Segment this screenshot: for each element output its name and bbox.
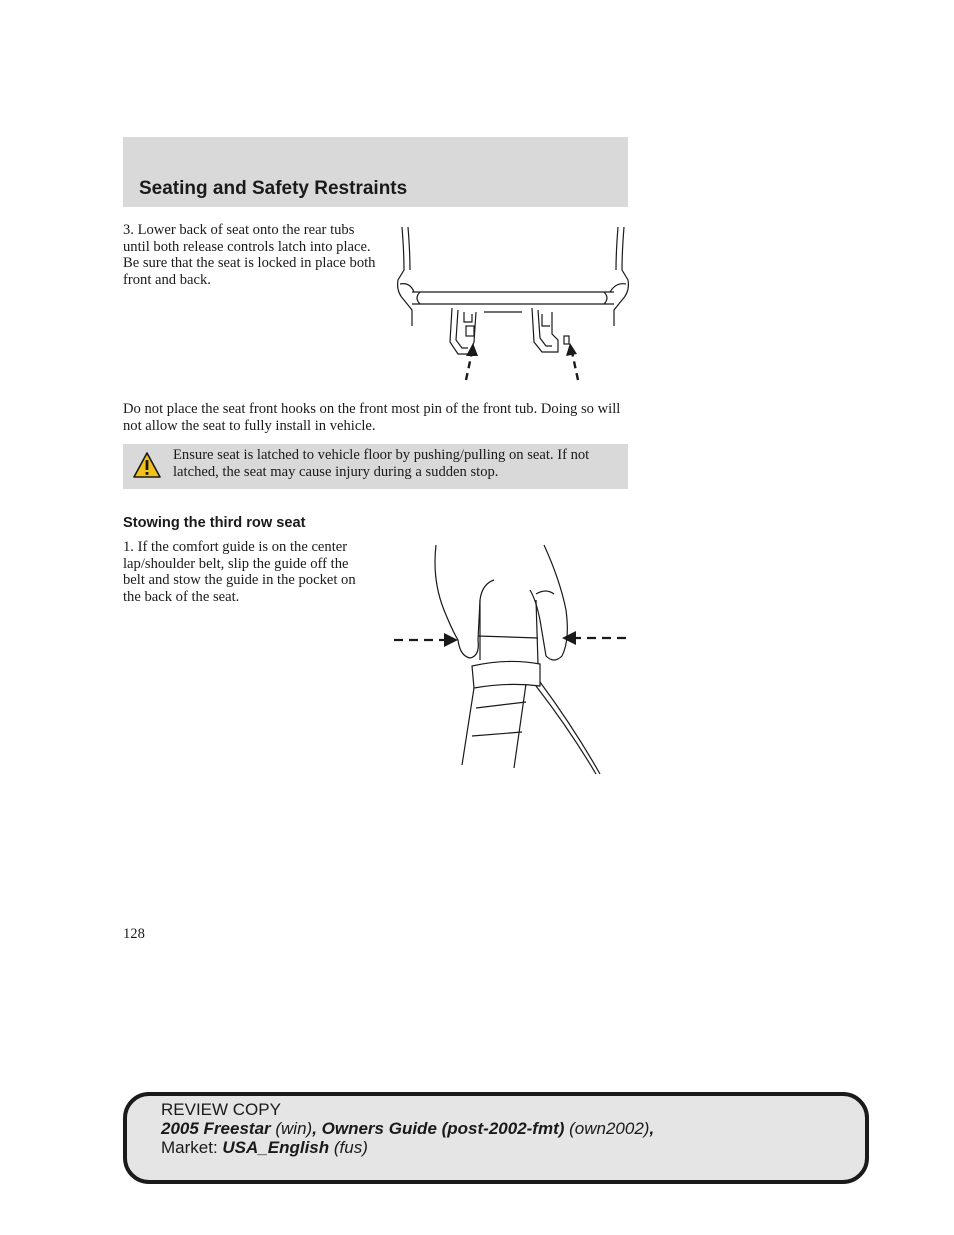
warning-text: Ensure seat is latched to vehicle floor by pushing/pulling on seat. If not latched, the seat may cause injury during a sudden stop. (173, 447, 590, 480)
footer-review-copy: REVIEW COPY (161, 1100, 281, 1119)
footer-market-label: Market: (161, 1138, 223, 1157)
footer-market: USA_English (222, 1138, 330, 1157)
footer-market-code: (fus) (329, 1138, 368, 1157)
footer-model: 2005 Freestar (161, 1119, 271, 1138)
section-header-band (123, 137, 628, 207)
stowing-heading: Stowing the third row seat (123, 515, 306, 531)
footer-comma: , (649, 1119, 655, 1138)
seat-latch-illustration (392, 222, 632, 387)
footer-guide-code: (own2002) (564, 1119, 650, 1138)
comfort-guide-illustration (390, 540, 630, 780)
seat-hook-note: Do not place the seat front hooks on the front most pin of the front tub. Doing so will not allow the seat to fully install in vehicle. (123, 401, 621, 434)
footer-model-code: (win) (270, 1119, 313, 1138)
section-title: Seating and Safety Restraints (139, 178, 408, 199)
review-copy-footer (123, 1092, 869, 1184)
footer-text (161, 1100, 654, 1157)
warning-box (123, 444, 628, 489)
step-1-text: 1. If the comfort guide is on the center lap/shoulder belt, slip the guide off the belt and stow the guide in the pocket on the back of the seat. (123, 539, 356, 605)
footer-guide: , Owners Guide (post-2002-fmt) (312, 1119, 565, 1138)
warning-triangle-icon (132, 451, 162, 479)
page-number: 128 (123, 926, 145, 942)
step-3-text: 3. Lower back of seat onto the rear tubs until both release controls latch into place. Be sure that the seat is locked in place both front and back. (123, 222, 376, 288)
